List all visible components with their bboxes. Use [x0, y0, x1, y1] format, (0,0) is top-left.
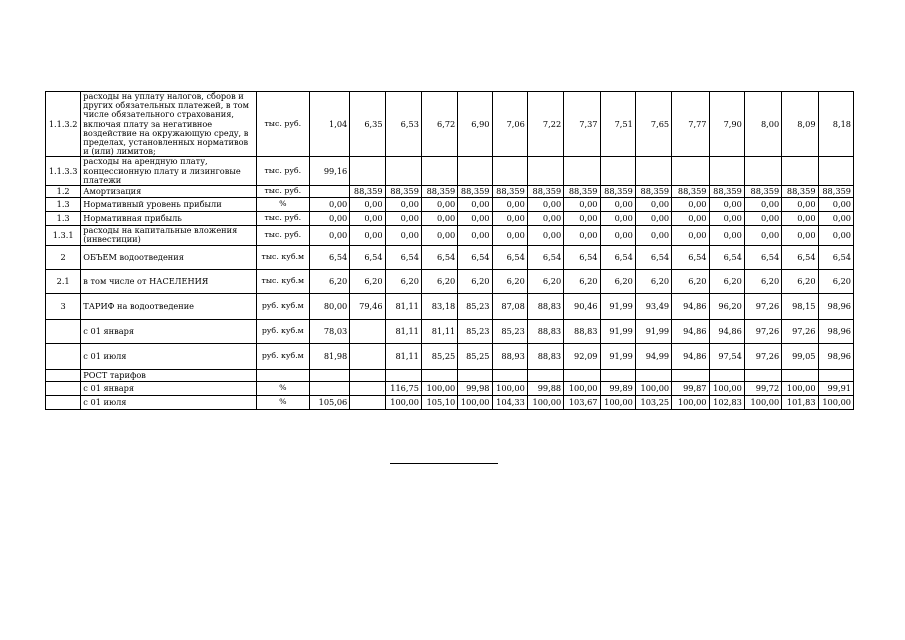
value-cell: 0,00: [635, 225, 671, 245]
value-cell: 88,359: [672, 185, 709, 197]
value-cell: 99,87: [672, 381, 709, 395]
value-cell: [635, 157, 671, 186]
value-cell: [385, 369, 421, 381]
value-cell: 94,86: [672, 343, 709, 369]
value-cell: 97,26: [744, 293, 781, 319]
row-number-cell: 1.3: [46, 211, 81, 225]
value-cell: 6,20: [309, 269, 350, 293]
value-cell: 0,00: [350, 225, 385, 245]
value-cell: 6,20: [709, 269, 744, 293]
value-cell: 6,20: [564, 269, 600, 293]
value-cell: 6,20: [600, 269, 635, 293]
value-cell: 88,359: [350, 185, 385, 197]
table-row: [46, 381, 854, 395]
row-unit-cell: тыс. руб.: [256, 92, 309, 157]
row-unit-cell: руб. куб.м: [256, 319, 309, 343]
value-cell: 6,20: [672, 269, 709, 293]
row-number-cell: 1.1.3.3: [46, 157, 81, 186]
value-cell: 100,00: [458, 395, 492, 409]
value-cell: 0,00: [782, 197, 818, 211]
value-cell: 0,00: [744, 197, 781, 211]
row-unit-cell: тыс. куб.м: [256, 269, 309, 293]
value-cell: 88,83: [527, 343, 563, 369]
value-cell: [527, 369, 563, 381]
value-cell: 88,359: [458, 185, 492, 197]
row-description-cell: с 01 января: [81, 381, 257, 395]
value-cell: 0,00: [744, 225, 781, 245]
value-cell: 90,46: [564, 293, 600, 319]
value-cell: 0,00: [635, 211, 671, 225]
value-cell: 91,99: [600, 293, 635, 319]
value-cell: 94,86: [672, 293, 709, 319]
value-cell: 7,06: [492, 92, 527, 157]
value-cell: 8,09: [782, 92, 818, 157]
value-cell: [782, 369, 818, 381]
value-cell: 0,00: [309, 225, 350, 245]
row-description-cell: с 01 июля: [81, 395, 257, 409]
value-cell: 0,00: [709, 197, 744, 211]
value-cell: 85,25: [458, 343, 492, 369]
value-cell: 88,83: [564, 319, 600, 343]
value-cell: 88,83: [527, 293, 563, 319]
row-number-cell: 2.1: [46, 269, 81, 293]
table-row: [46, 269, 854, 293]
row-unit-cell: тыс. руб.: [256, 211, 309, 225]
value-cell: 100,00: [385, 395, 421, 409]
value-cell: 0,00: [564, 211, 600, 225]
value-cell: 0,00: [672, 225, 709, 245]
value-cell: 0,00: [350, 211, 385, 225]
value-cell: 0,00: [385, 211, 421, 225]
value-cell: 88,83: [527, 319, 563, 343]
row-unit-cell: тыс. куб.м: [256, 245, 309, 269]
row-unit-cell: %: [256, 197, 309, 211]
value-cell: 0,00: [818, 197, 853, 211]
value-cell: 1,04: [309, 92, 350, 157]
value-cell: 99,89: [600, 381, 635, 395]
table-row: [46, 225, 854, 245]
value-cell: 0,00: [527, 211, 563, 225]
value-cell: 100,00: [818, 395, 853, 409]
value-cell: 6,20: [635, 269, 671, 293]
value-cell: [564, 157, 600, 186]
value-cell: [309, 185, 350, 197]
table-row: [46, 395, 854, 409]
row-number-cell: [46, 381, 81, 395]
row-description-cell: расходы на капитальные вложения (инвестиции): [81, 225, 257, 245]
value-cell: 6,20: [458, 269, 492, 293]
value-cell: [492, 157, 527, 186]
value-cell: 79,46: [350, 293, 385, 319]
value-cell: 6,54: [421, 245, 457, 269]
value-cell: [744, 369, 781, 381]
value-cell: 100,00: [709, 381, 744, 395]
value-cell: 97,26: [744, 319, 781, 343]
row-number-cell: [46, 369, 81, 381]
value-cell: [744, 157, 781, 186]
value-cell: [350, 381, 385, 395]
value-cell: 100,00: [672, 395, 709, 409]
row-description-cell: Амортизация: [81, 185, 257, 197]
value-cell: 6,54: [458, 245, 492, 269]
tariff-table-body: [46, 92, 854, 410]
value-cell: 97,26: [782, 319, 818, 343]
row-number-cell: [46, 319, 81, 343]
value-cell: 100,00: [564, 381, 600, 395]
row-description-cell: в том числе от НАСЕЛЕНИЯ: [81, 269, 257, 293]
value-cell: 81,11: [385, 319, 421, 343]
row-unit-cell: %: [256, 395, 309, 409]
value-cell: [309, 381, 350, 395]
value-cell: 99,91: [818, 381, 853, 395]
table-row: [46, 157, 854, 186]
value-cell: 80,00: [309, 293, 350, 319]
value-cell: 91,99: [600, 319, 635, 343]
value-cell: 0,00: [818, 211, 853, 225]
row-number-cell: 1.3: [46, 197, 81, 211]
value-cell: 6,20: [527, 269, 563, 293]
table-row: [46, 319, 854, 343]
value-cell: 6,54: [309, 245, 350, 269]
value-cell: 81,98: [309, 343, 350, 369]
separator-line: [390, 463, 498, 464]
value-cell: 0,00: [492, 211, 527, 225]
row-number-cell: 1.3.1: [46, 225, 81, 245]
value-cell: 99,88: [527, 381, 563, 395]
value-cell: 78,03: [309, 319, 350, 343]
value-cell: 85,23: [458, 293, 492, 319]
value-cell: 0,00: [421, 225, 457, 245]
value-cell: 88,359: [600, 185, 635, 197]
value-cell: 0,00: [385, 197, 421, 211]
value-cell: 105,06: [309, 395, 350, 409]
value-cell: 6,20: [350, 269, 385, 293]
value-cell: [350, 319, 385, 343]
value-cell: 97,26: [744, 343, 781, 369]
value-cell: 6,54: [635, 245, 671, 269]
value-cell: 7,51: [600, 92, 635, 157]
value-cell: [818, 369, 853, 381]
row-description-cell: с 01 июля: [81, 343, 257, 369]
value-cell: 0,00: [458, 197, 492, 211]
value-cell: 6,54: [492, 245, 527, 269]
row-number-cell: 3: [46, 293, 81, 319]
row-unit-cell: [256, 369, 309, 381]
value-cell: 100,00: [421, 381, 457, 395]
value-cell: 0,00: [492, 197, 527, 211]
value-cell: 0,00: [600, 197, 635, 211]
value-cell: 0,00: [600, 211, 635, 225]
value-cell: 0,00: [309, 197, 350, 211]
table-row: [46, 245, 854, 269]
value-cell: 92,09: [564, 343, 600, 369]
row-unit-cell: руб. куб.м: [256, 293, 309, 319]
value-cell: 0,00: [564, 197, 600, 211]
row-description-cell: расходы на уплату налогов, сборов и других обязательных платежей, в том числе обязательного страхования, включая плату за негативное воздействие на окружающую среду, в пределах, установленных нормативов и (или) лимитов;: [81, 92, 257, 157]
value-cell: 88,359: [385, 185, 421, 197]
value-cell: 99,72: [744, 381, 781, 395]
value-cell: 0,00: [709, 225, 744, 245]
value-cell: 0,00: [672, 211, 709, 225]
value-cell: 7,37: [564, 92, 600, 157]
value-cell: 6,54: [385, 245, 421, 269]
value-cell: [600, 157, 635, 186]
value-cell: 0,00: [709, 211, 744, 225]
table-row: [46, 211, 854, 225]
row-description-cell: расходы на арендную плату, концессионную плату и лизинговые платежи: [81, 157, 257, 186]
value-cell: 6,20: [492, 269, 527, 293]
value-cell: 91,99: [600, 343, 635, 369]
value-cell: 0,00: [385, 225, 421, 245]
value-cell: [672, 157, 709, 186]
row-unit-cell: тыс. руб.: [256, 185, 309, 197]
value-cell: 100,00: [527, 395, 563, 409]
value-cell: 6,20: [818, 269, 853, 293]
value-cell: [350, 343, 385, 369]
value-cell: 105,10: [421, 395, 457, 409]
row-description-cell: ТАРИФ на водоотведение: [81, 293, 257, 319]
value-cell: 100,00: [635, 381, 671, 395]
value-cell: 0,00: [309, 211, 350, 225]
value-cell: 87,08: [492, 293, 527, 319]
value-cell: 98,96: [818, 293, 853, 319]
value-cell: 7,22: [527, 92, 563, 157]
value-cell: 88,359: [709, 185, 744, 197]
value-cell: 0,00: [744, 211, 781, 225]
value-cell: 0,00: [600, 225, 635, 245]
value-cell: 7,77: [672, 92, 709, 157]
value-cell: 88,359: [564, 185, 600, 197]
value-cell: 6,20: [782, 269, 818, 293]
value-cell: [709, 157, 744, 186]
value-cell: 100,00: [782, 381, 818, 395]
value-cell: [385, 157, 421, 186]
value-cell: 88,93: [492, 343, 527, 369]
value-cell: 103,25: [635, 395, 671, 409]
value-cell: 6,35: [350, 92, 385, 157]
value-cell: 98,15: [782, 293, 818, 319]
value-cell: [350, 395, 385, 409]
value-cell: 88,359: [527, 185, 563, 197]
value-cell: 6,90: [458, 92, 492, 157]
value-cell: 85,23: [458, 319, 492, 343]
value-cell: 0,00: [421, 197, 457, 211]
value-cell: [458, 369, 492, 381]
value-cell: 98,96: [818, 343, 853, 369]
value-cell: [818, 157, 853, 186]
value-cell: 99,16: [309, 157, 350, 186]
value-cell: 0,00: [458, 211, 492, 225]
value-cell: 0,00: [492, 225, 527, 245]
value-cell: 8,18: [818, 92, 853, 157]
value-cell: 91,99: [635, 319, 671, 343]
value-cell: 0,00: [782, 225, 818, 245]
row-number-cell: 2: [46, 245, 81, 269]
value-cell: 0,00: [635, 197, 671, 211]
value-cell: 0,00: [350, 197, 385, 211]
row-unit-cell: %: [256, 381, 309, 395]
value-cell: 0,00: [672, 197, 709, 211]
row-unit-cell: тыс. руб.: [256, 225, 309, 245]
row-description-cell: Нормативный уровень прибыли: [81, 197, 257, 211]
value-cell: 6,54: [600, 245, 635, 269]
value-cell: 0,00: [421, 211, 457, 225]
row-unit-cell: тыс. руб.: [256, 157, 309, 186]
value-cell: 0,00: [527, 225, 563, 245]
value-cell: [709, 369, 744, 381]
table-row: [46, 185, 854, 197]
value-cell: 6,54: [527, 245, 563, 269]
tariff-table: [45, 91, 854, 410]
value-cell: 6,54: [744, 245, 781, 269]
row-number-cell: 1.2: [46, 185, 81, 197]
table-row: [46, 197, 854, 211]
value-cell: [350, 157, 385, 186]
value-cell: [421, 157, 457, 186]
table-row: [46, 369, 854, 381]
table-row: [46, 343, 854, 369]
value-cell: [350, 369, 385, 381]
value-cell: 88,359: [635, 185, 671, 197]
value-cell: 93,49: [635, 293, 671, 319]
value-cell: [527, 157, 563, 186]
value-cell: [309, 369, 350, 381]
value-cell: 116,75: [385, 381, 421, 395]
value-cell: 88,359: [421, 185, 457, 197]
value-cell: 6,54: [350, 245, 385, 269]
row-number-cell: [46, 395, 81, 409]
value-cell: 6,53: [385, 92, 421, 157]
value-cell: 0,00: [564, 225, 600, 245]
value-cell: 96,20: [709, 293, 744, 319]
value-cell: 7,90: [709, 92, 744, 157]
value-cell: 6,54: [672, 245, 709, 269]
value-cell: 85,23: [492, 319, 527, 343]
row-description-cell: Нормативная прибыль: [81, 211, 257, 225]
value-cell: 100,00: [492, 381, 527, 395]
value-cell: 0,00: [782, 211, 818, 225]
row-unit-cell: руб. куб.м: [256, 343, 309, 369]
row-number-cell: 1.1.3.2: [46, 92, 81, 157]
value-cell: 88,359: [744, 185, 781, 197]
value-cell: 88,359: [492, 185, 527, 197]
value-cell: 81,11: [421, 319, 457, 343]
value-cell: [635, 369, 671, 381]
value-cell: 97,54: [709, 343, 744, 369]
value-cell: 88,359: [818, 185, 853, 197]
value-cell: 6,54: [818, 245, 853, 269]
table-row: [46, 92, 854, 157]
value-cell: 83,18: [421, 293, 457, 319]
value-cell: 98,96: [818, 319, 853, 343]
row-number-cell: [46, 343, 81, 369]
value-cell: 6,20: [744, 269, 781, 293]
value-cell: 6,54: [709, 245, 744, 269]
value-cell: [782, 157, 818, 186]
value-cell: [600, 369, 635, 381]
value-cell: 0,00: [458, 225, 492, 245]
value-cell: 99,05: [782, 343, 818, 369]
value-cell: 81,11: [385, 293, 421, 319]
value-cell: 104,33: [492, 395, 527, 409]
table-row: [46, 293, 854, 319]
value-cell: 81,11: [385, 343, 421, 369]
value-cell: [458, 157, 492, 186]
value-cell: 103,67: [564, 395, 600, 409]
value-cell: 0,00: [818, 225, 853, 245]
value-cell: 7,65: [635, 92, 671, 157]
value-cell: 8,00: [744, 92, 781, 157]
value-cell: 100,00: [744, 395, 781, 409]
value-cell: 6,54: [782, 245, 818, 269]
value-cell: 101,83: [782, 395, 818, 409]
value-cell: 0,00: [527, 197, 563, 211]
value-cell: 6,20: [385, 269, 421, 293]
value-cell: 6,72: [421, 92, 457, 157]
value-cell: 85,25: [421, 343, 457, 369]
value-cell: 94,86: [672, 319, 709, 343]
value-cell: 94,86: [709, 319, 744, 343]
value-cell: 94,99: [635, 343, 671, 369]
row-description-cell: РОСТ тарифов: [81, 369, 257, 381]
value-cell: 6,54: [564, 245, 600, 269]
value-cell: [492, 369, 527, 381]
value-cell: 6,20: [421, 269, 457, 293]
value-cell: 102,83: [709, 395, 744, 409]
value-cell: [672, 369, 709, 381]
value-cell: [421, 369, 457, 381]
row-description-cell: ОБЪЕМ водоотведения: [81, 245, 257, 269]
value-cell: 99,98: [458, 381, 492, 395]
value-cell: [564, 369, 600, 381]
value-cell: 88,359: [782, 185, 818, 197]
row-description-cell: с 01 января: [81, 319, 257, 343]
value-cell: 100,00: [600, 395, 635, 409]
